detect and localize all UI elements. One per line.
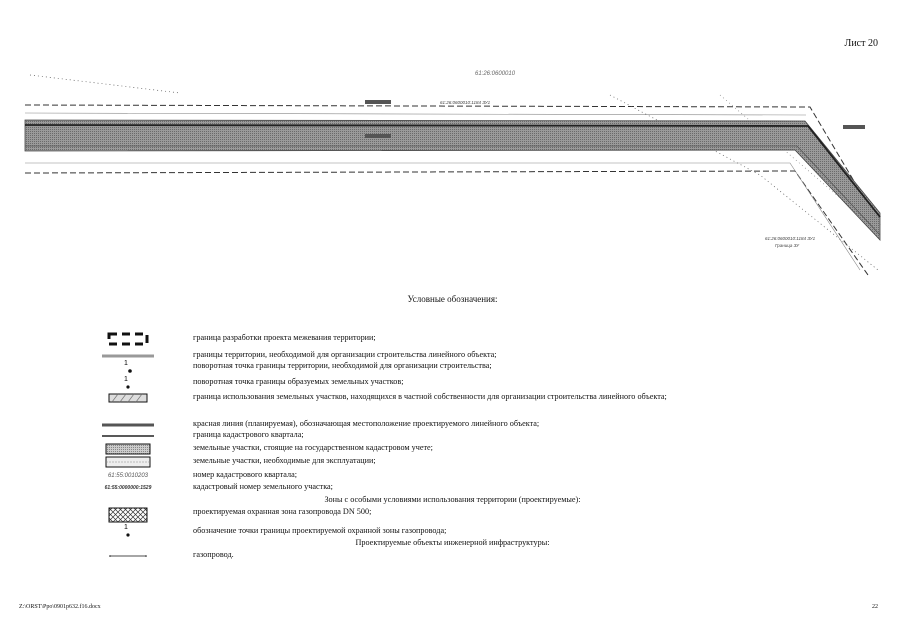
legend-text-exploitation-parcels: земельные участки, необходимые для эксплуатации; — [193, 456, 376, 465]
legend-row-project-boundary — [0, 333, 905, 345]
legend-text-quarter-number: номер кадастрового квартала; — [193, 470, 297, 479]
plan-label-right: 61:26:0600010:1184 ЗУ1 — [765, 236, 816, 241]
legend-title: Условные обозначения: — [407, 294, 498, 304]
legend-text-turn-point-parcels: поворотная точка границы образуемых земельных участков; — [193, 377, 404, 386]
symbol-project-boundary — [100, 333, 156, 345]
symbol-turn-point-territory — [100, 361, 156, 373]
symbol-exploitation-parcels — [100, 456, 156, 468]
plan-marker-1 — [365, 100, 391, 104]
legend-row-gas-protection-zone — [0, 507, 905, 523]
dotted-line-left — [30, 75, 180, 93]
plan-label-corner: Граница ЗУ — [775, 243, 800, 248]
cadastral-plan-fragment — [0, 55, 905, 280]
footer-file-path: Z:\ORST\Ppo\0901p632.f16.docx — [19, 604, 101, 610]
symbol-gas-protection-zone — [100, 507, 156, 523]
legend-row-registered-parcels — [0, 443, 905, 455]
plan-marker-3 — [843, 125, 865, 129]
symbol-cad-quarter-text: 61:55:0010203 — [107, 473, 149, 479]
symbol-point-label-3: 1 — [124, 524, 128, 531]
legend-text-gas-pipeline: газопровод. — [193, 550, 234, 559]
symbol-registered-parcels — [100, 443, 156, 455]
cad-number-top: 61:26:0600010 — [475, 71, 516, 77]
dash-boundary-bottom — [25, 171, 868, 275]
legend-text-gas-protection-zone: проектируемая охранная зона газопровода DN 500; — [193, 507, 372, 516]
symbol-turn-point-parcels — [100, 377, 156, 389]
legend-row-gas-pipeline — [0, 550, 905, 562]
symbol-quarter-number — [100, 470, 156, 482]
symbol-point-label-1: 1 — [124, 360, 128, 367]
symbol-private-land — [100, 392, 156, 404]
symbol-parcel-number — [100, 482, 156, 494]
legend-row-quarter-number — [0, 470, 905, 482]
legend-text-project-boundary: граница разработки проекта межевания территории; — [193, 333, 376, 342]
legend-text-cadastral-quarter: граница кадастрового квартала; — [193, 430, 304, 439]
plan-label-mid: 61:26:0600010:1184 ЗУ1 — [440, 100, 491, 105]
legend-heading-infra: Проектируемые объекты инженерной инфраструктуры: — [355, 538, 550, 547]
plan-marker-2 — [365, 134, 391, 138]
legend-row-zone-point — [0, 524, 905, 538]
legend-text-construction-territory: границы территории, необходимой для организации строительства линейного объекта; — [193, 350, 497, 359]
thin-boundary-top — [25, 113, 806, 115]
corridor-band — [25, 120, 880, 240]
thin-boundary-bottom — [25, 163, 860, 270]
legend-text-red-line: красная линия (планируемая), обозначающая местоположение проектируемого линейного объекта; — [193, 419, 540, 428]
legend-row-turn-point-parcels — [0, 377, 905, 389]
legend-text-turn-point-territory: поворотная точка границы территории, необходимой для организации строительства; — [193, 361, 492, 370]
page-number: 22 — [872, 604, 878, 610]
symbol-zone-point — [100, 524, 156, 538]
legend-heading-zones: Зоны с особыми условиями использования территории (проектируемые): — [324, 495, 581, 504]
legend-row-private-land — [0, 392, 905, 412]
symbol-cad-parcel-text: 61:55:0000000:1529 — [104, 485, 152, 491]
corridor-lower-line — [25, 146, 880, 235]
legend-text-parcel-number: кадастровый номер земельного участка; — [193, 482, 333, 491]
legend-row-turn-point-territory — [0, 361, 905, 373]
legend-row-cadastral-quarter — [0, 430, 905, 442]
symbol-cadastral-quarter — [100, 430, 156, 442]
legend-row-exploitation-parcels — [0, 456, 905, 468]
legend-text-zone-point: обозначение точки границы проектируемой охранной зоны газопровода; — [193, 526, 447, 535]
symbol-gas-pipeline — [100, 550, 156, 562]
legend-text-registered-parcels: земельные участки, стоящие на государственном кадастровом учете; — [193, 443, 433, 452]
legend-row-parcel-number — [0, 482, 905, 494]
symbol-point-label-2: 1 — [124, 376, 128, 383]
sheet-number: Лист 20 — [844, 38, 878, 49]
legend-text-private-land: граница использования земельных участков, находящихся в частной собственности для организации строительства линейного объекта; — [193, 392, 667, 401]
